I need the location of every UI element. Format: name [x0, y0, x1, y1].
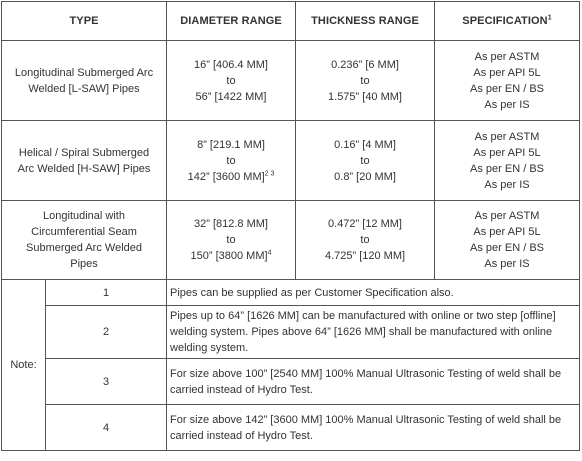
note-text: For size above 100” [2540 MM] 100% Manual Ultrasonic Testing of weld shall be carried instead of Hydro Test. — [167, 359, 580, 405]
spec-line: As per IS — [484, 98, 530, 111]
spec-line: As per API 5L — [473, 226, 541, 238]
spec-line: As per EN / BS — [470, 242, 544, 254]
pipe-row-lsaw — [2, 41, 580, 121]
spec-line: As per IS — [484, 258, 530, 270]
diameter-from: 8” [219.1 MM] — [197, 138, 265, 151]
pipe-specification-document — [1, 1, 579, 451]
header-specification-footnote: 1 — [547, 14, 552, 22]
thickness-from: 0.16” [4 MM] — [334, 138, 396, 151]
diameter-to: 142” [3600 MM] — [187, 170, 265, 183]
range-to-word: to — [360, 154, 370, 167]
specification-cell — [435, 121, 580, 201]
note-text: Pipes up to 64” [1626 MM] can be manufactured with online or two step [offline] welding system. Pipes above 64” [1626 MM] shall be manufactured with online welding system. — [167, 306, 580, 359]
note-row-2 — [2, 306, 580, 359]
thickness-range-cell — [296, 41, 435, 121]
pipe-type-line: Pipes — [70, 258, 98, 270]
spec-line: As per EN / BS — [470, 162, 544, 175]
note-text: Pipes can be supplied as per Customer Specification also. — [167, 280, 580, 306]
pipe-specification-table — [1, 1, 580, 451]
header-row — [2, 2, 580, 41]
spec-line: As per EN / BS — [470, 82, 544, 95]
note-number: 1 — [46, 280, 167, 306]
header-type: TYPE — [2, 2, 167, 41]
diameter-to-line — [167, 169, 295, 185]
pipe-type-cell — [2, 121, 167, 201]
note-row-3 — [2, 359, 580, 405]
diameter-from: 32” [812.8 MM] — [194, 218, 268, 230]
range-to-word: to — [360, 234, 370, 246]
pipe-type-line: Arc Welded [H-SAW] Pipes — [17, 162, 151, 175]
pipe-type-line: Welded [L-SAW] Pipes — [28, 82, 140, 95]
range-to-word: to — [226, 234, 236, 246]
range-to-word: to — [226, 74, 236, 87]
note-number: 2 — [46, 306, 167, 359]
specification-cell — [435, 41, 580, 121]
pipe-type-cell — [2, 41, 167, 121]
pipe-type-line: Helical / Spiral Submerged — [18, 146, 150, 159]
spec-line: As per ASTM — [474, 210, 540, 222]
thickness-from: 0.236” [6 MM] — [331, 58, 399, 71]
diameter-from: 16” [406.4 MM] — [194, 58, 268, 71]
diameter-range-cell — [167, 41, 296, 121]
note-text: For size above 142” [3600 MM] 100% Manual Ultrasonic Testing of weld shall be carried instead of Hydro Test. — [167, 405, 580, 451]
diameter-to: 56” [1422 MM] — [195, 90, 267, 103]
thickness-range-cell — [296, 201, 435, 280]
diameter-to: 150” [3800 MM] — [190, 250, 268, 262]
note-number: 4 — [46, 405, 167, 451]
header-specification — [435, 2, 580, 41]
diameter-range-cell — [167, 121, 296, 201]
spec-line: As per IS — [484, 178, 530, 191]
note-row-1 — [2, 280, 580, 306]
range-to-word: to — [226, 154, 236, 167]
header-diameter-range: DIAMETER RANGE — [167, 2, 296, 41]
pipe-type-line: Submerged Arc Welded — [26, 242, 142, 254]
pipe-type-line: Longitudinal with — [43, 210, 125, 222]
spec-line: As per ASTM — [474, 130, 540, 143]
thickness-to: 1.575” [40 MM] — [328, 90, 402, 103]
thickness-range-cell — [296, 121, 435, 201]
note-number: 3 — [46, 359, 167, 405]
pipe-type-cell — [2, 201, 167, 280]
diameter-range-cell — [167, 201, 296, 280]
diameter-to-line — [167, 248, 295, 264]
thickness-to: 4.725” [120 MM] — [324, 250, 406, 262]
diameter-footnote: 2 3 — [264, 169, 275, 177]
thickness-to: 0.8” [20 MM] — [334, 170, 396, 183]
diameter-footnote: 4 — [267, 249, 272, 257]
pipe-type-line: Longitudinal Submerged Arc — [14, 66, 154, 79]
spec-line: As per ASTM — [474, 50, 540, 63]
pipe-row-lsaw-circumferential — [2, 201, 580, 280]
pipe-row-hsaw — [2, 121, 580, 201]
specification-cell — [435, 201, 580, 280]
spec-line: As per API 5L — [473, 66, 541, 79]
note-row-4 — [2, 405, 580, 451]
notes-label: Note: — [2, 280, 46, 451]
thickness-from: 0.472” [12 MM] — [328, 218, 402, 230]
spec-line: As per API 5L — [473, 146, 541, 159]
header-thickness-range: THICKNESS RANGE — [296, 2, 435, 41]
header-specification-text: SPECIFICATION — [462, 15, 548, 27]
pipe-type-line: Circumferential Seam — [31, 226, 137, 238]
range-to-word: to — [360, 74, 370, 87]
